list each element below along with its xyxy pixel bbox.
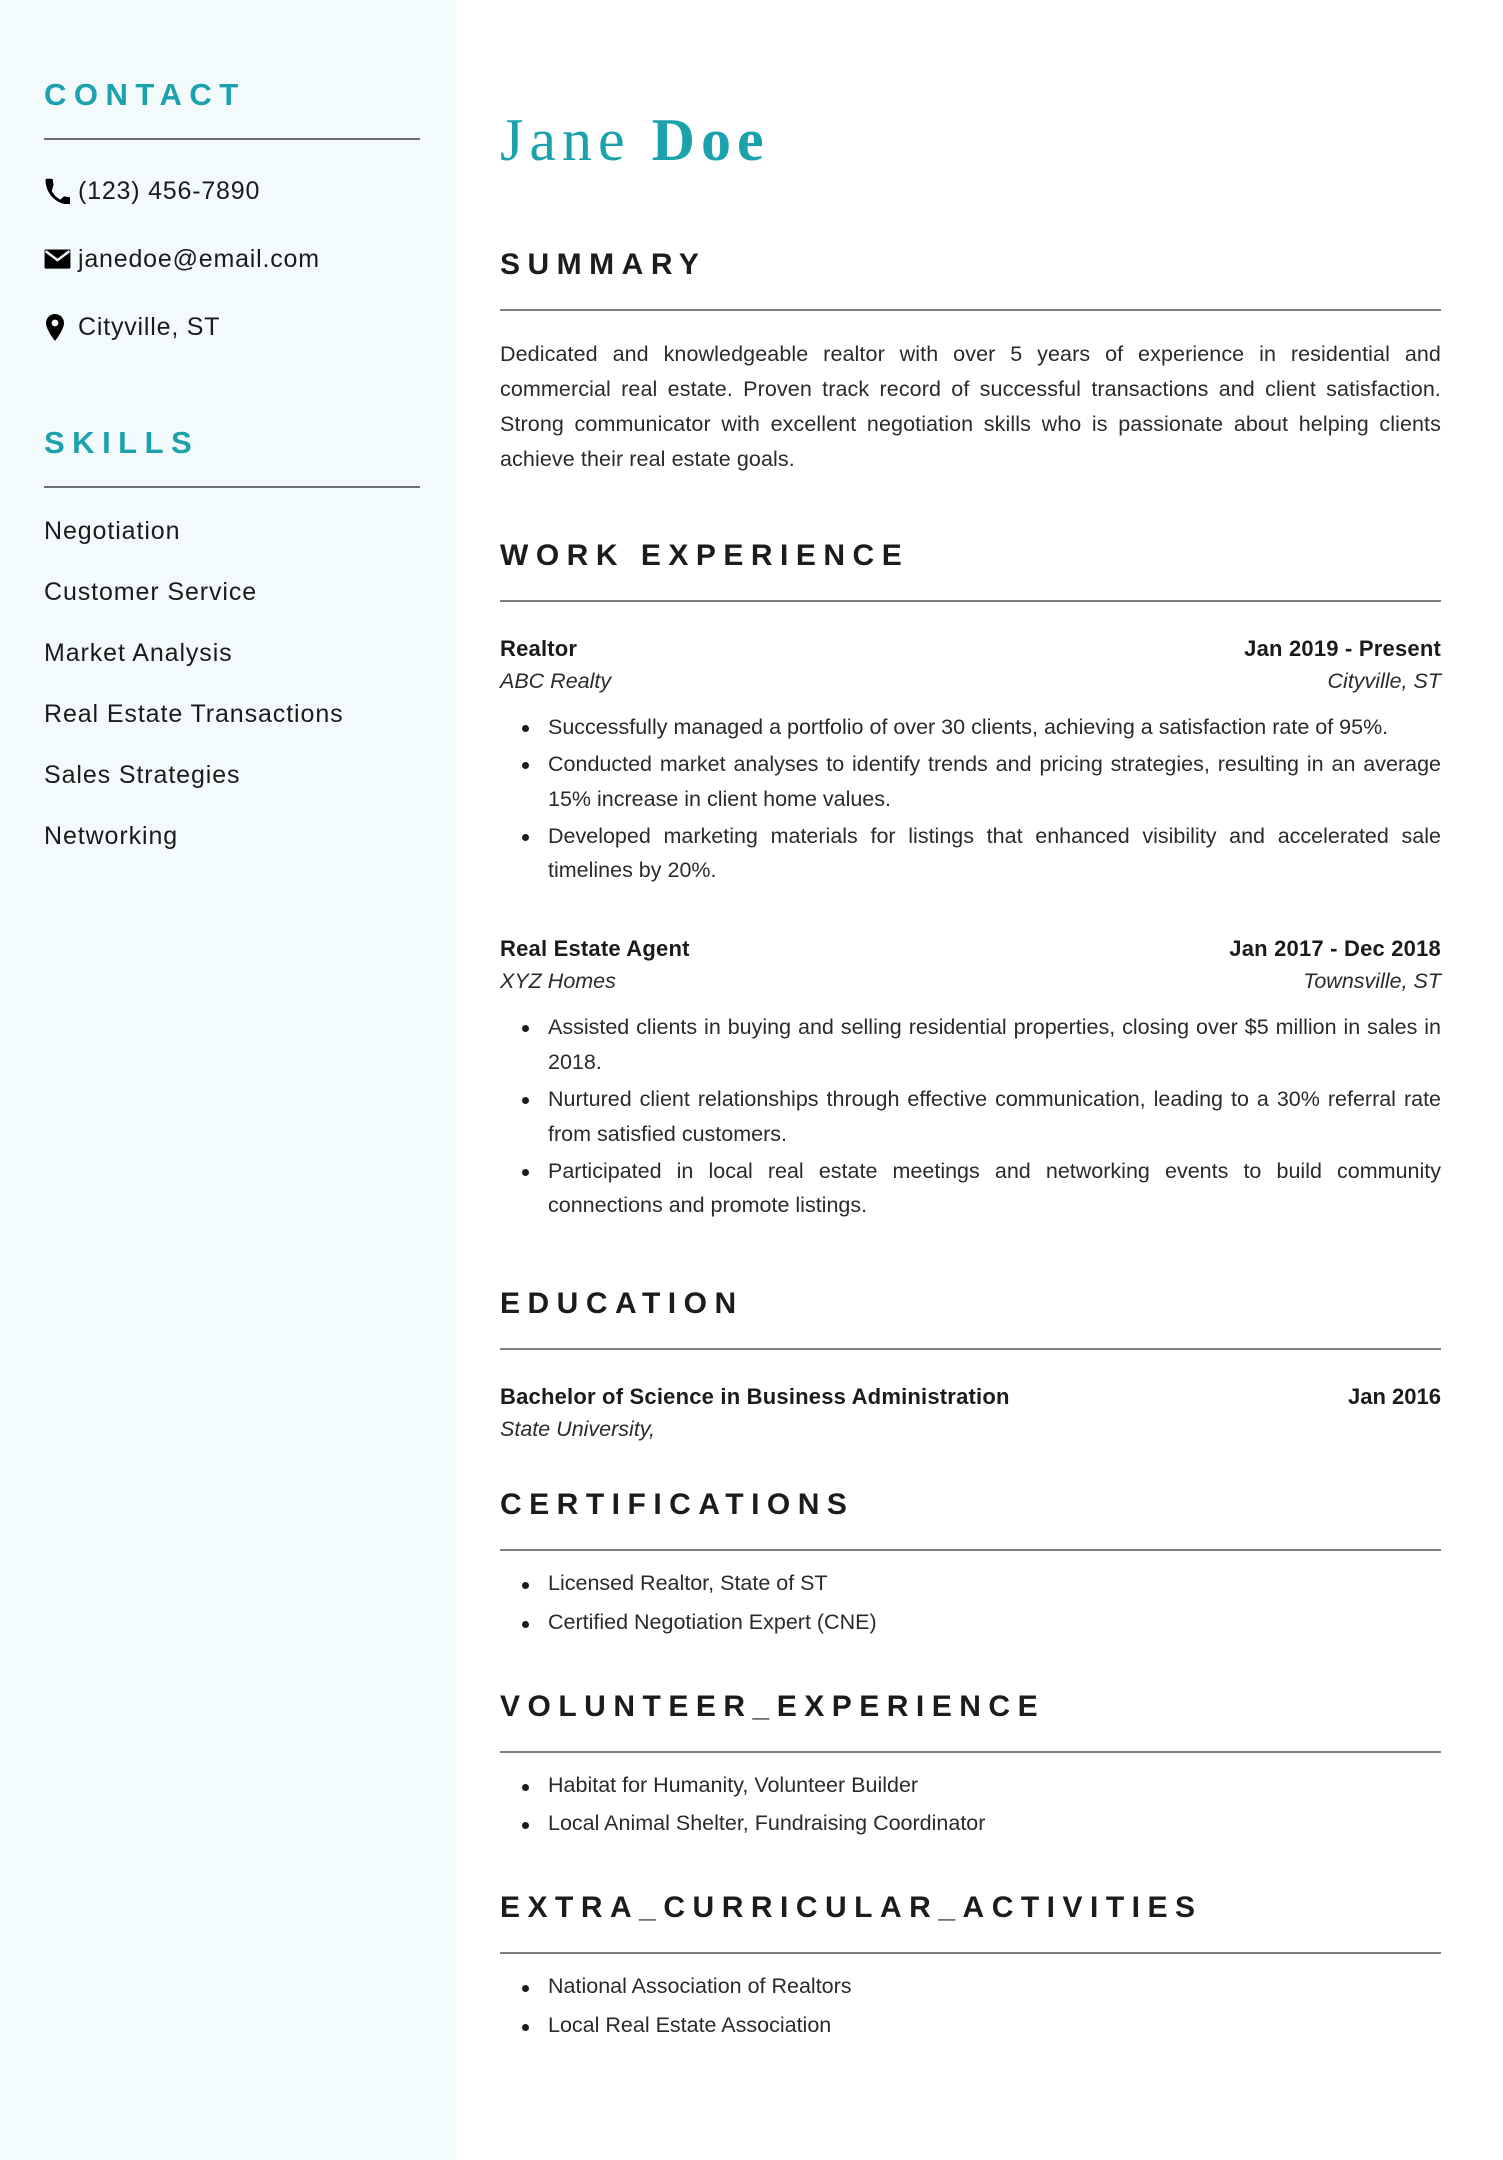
list-item: Local Animal Shelter, Fundraising Coordinator — [548, 1807, 1441, 1840]
certifications-list — [500, 1567, 1441, 1639]
sidebar — [0, 0, 456, 2160]
contact-section — [44, 78, 420, 352]
contact-item-email[interactable] — [44, 234, 420, 284]
volunteer-experience-heading-divider — [500, 1751, 1441, 1753]
education-date: Jan 2016 — [1348, 1384, 1441, 1410]
list-item: Licensed Realtor, State of ST — [548, 1567, 1441, 1600]
contact-email-value: janedoe@email.com — [78, 244, 320, 273]
education-entry — [500, 1384, 1441, 1442]
certifications-section — [500, 1488, 1441, 1639]
job-header-row — [500, 936, 1441, 962]
skills-heading-divider — [44, 486, 420, 488]
job-bullet: Conducted market analyses to identify trends and pricing strategies, resulting in an average 15% increase in client home values. — [548, 747, 1441, 817]
job-header-row — [500, 636, 1441, 662]
list-item: Certified Negotiation Expert (CNE) — [548, 1606, 1441, 1639]
contact-heading: CONTACT — [44, 77, 246, 112]
skills-list — [44, 519, 420, 849]
skill-item: Market Analysis — [44, 639, 233, 668]
job-bullet: Participated in local real estate meetings and networking events to build community connections and promote listings. — [548, 1154, 1441, 1224]
education-header-row — [500, 1384, 1441, 1410]
extra-curricular-activities-heading: EXTRA_CURRICULAR_ACTIVITIES — [500, 1891, 1203, 1925]
location-pin-icon — [44, 314, 78, 341]
contact-item-location[interactable] — [44, 302, 420, 352]
volunteer-experience-list — [500, 1769, 1441, 1841]
skills-section — [44, 426, 420, 849]
education-heading: EDUCATION — [500, 1287, 744, 1321]
extra-curricular-activities-heading-divider — [500, 1952, 1441, 1954]
job-dates: Jan 2017 - Dec 2018 — [1229, 936, 1441, 962]
summary-text: Dedicated and knowledgeable realtor with over 5 years of experience in residential and commercial real estate. Proven track record of successful transactions and client satisfaction. Strong communicator with excellent negotiation skills who is passionate about helping clients achieve their real estate goals. — [500, 342, 1441, 472]
work-experience-entry — [500, 636, 1441, 888]
resume-main-column — [456, 0, 1503, 2160]
skill-item: Sales Strategies — [44, 761, 241, 790]
list-item: National Association of Realtors — [548, 1970, 1441, 2003]
job-title: Realtor — [500, 636, 578, 662]
skills-heading: SKILLS — [44, 425, 200, 461]
candidate-first-name: Jane — [500, 107, 652, 173]
summary-heading-divider — [500, 309, 1441, 311]
job-dates: Jan 2019 - Present — [1244, 636, 1441, 662]
contact-list — [44, 166, 420, 352]
job-company: ABC Realty — [500, 669, 612, 694]
phone-icon — [44, 178, 78, 204]
volunteer-experience-heading: VOLUNTEER_EXPERIENCE — [500, 1689, 1046, 1723]
candidate-name — [500, 107, 1441, 173]
spacer — [500, 1225, 1441, 1287]
education-degree: Bachelor of Science in Business Administration — [500, 1384, 1010, 1410]
spacer — [500, 477, 1441, 539]
job-bullet: Nurtured client relationships through effective communication, leading to a 30% referral rate from satisfied customers. — [548, 1082, 1441, 1152]
contact-phone-value: (123) 456-7890 — [78, 176, 261, 205]
job-company: XYZ Homes — [500, 969, 616, 994]
job-bullet: Assisted clients in buying and selling residential properties, closing over $5 million in sales in 2018. — [548, 1010, 1441, 1080]
job-location: Townsville, ST — [1303, 969, 1441, 994]
job-location: Cityville, ST — [1327, 669, 1441, 694]
candidate-last-name: Doe — [651, 107, 770, 173]
job-title: Real Estate Agent — [500, 936, 690, 962]
list-item: Local Real Estate Association — [548, 2009, 1441, 2042]
skill-item: Real Estate Transactions — [44, 700, 344, 729]
spacer — [500, 1442, 1441, 1488]
extra-curricular-activities-list — [500, 1970, 1441, 2042]
work-experience-heading: WORK EXPERIENCE — [500, 539, 910, 573]
job-bullet: Successfully managed a portfolio of over 30 clients, achieving a satisfaction rate of 95%. — [548, 710, 1441, 745]
education-heading-divider — [500, 1348, 1441, 1350]
skill-item: Networking — [44, 822, 179, 851]
job-bullet-list — [500, 710, 1441, 888]
list-item: Habitat for Humanity, Volunteer Builder — [548, 1769, 1441, 1802]
contact-item-phone[interactable] — [44, 166, 420, 216]
work-experience-heading-divider — [500, 600, 1441, 602]
spacer — [500, 1845, 1441, 1891]
contact-heading-divider — [44, 138, 420, 140]
summary-section — [500, 248, 1441, 477]
envelope-icon — [44, 248, 78, 270]
skill-item: Customer Service — [44, 578, 258, 607]
extra-curricular-activities-section — [500, 1891, 1441, 2042]
education-section — [500, 1287, 1441, 1442]
certifications-heading: CERTIFICATIONS — [500, 1488, 855, 1522]
certifications-heading-divider — [500, 1549, 1441, 1551]
job-bullet: Developed marketing materials for listings that enhanced visibility and accelerated sale timelines by 20%. — [548, 819, 1441, 889]
job-bullet-list — [500, 1010, 1441, 1223]
summary-heading: SUMMARY — [500, 248, 707, 281]
volunteer-experience-section — [500, 1690, 1441, 1841]
job-subheader-row — [500, 962, 1441, 994]
job-subheader-row — [500, 662, 1441, 694]
work-experience-entry — [500, 936, 1441, 1223]
contact-location-value: Cityville, ST — [78, 312, 221, 341]
education-school: State University, — [500, 1417, 655, 1442]
skill-item: Negotiation — [44, 517, 181, 546]
spacer — [500, 1644, 1441, 1690]
work-experience-section — [500, 539, 1441, 1223]
